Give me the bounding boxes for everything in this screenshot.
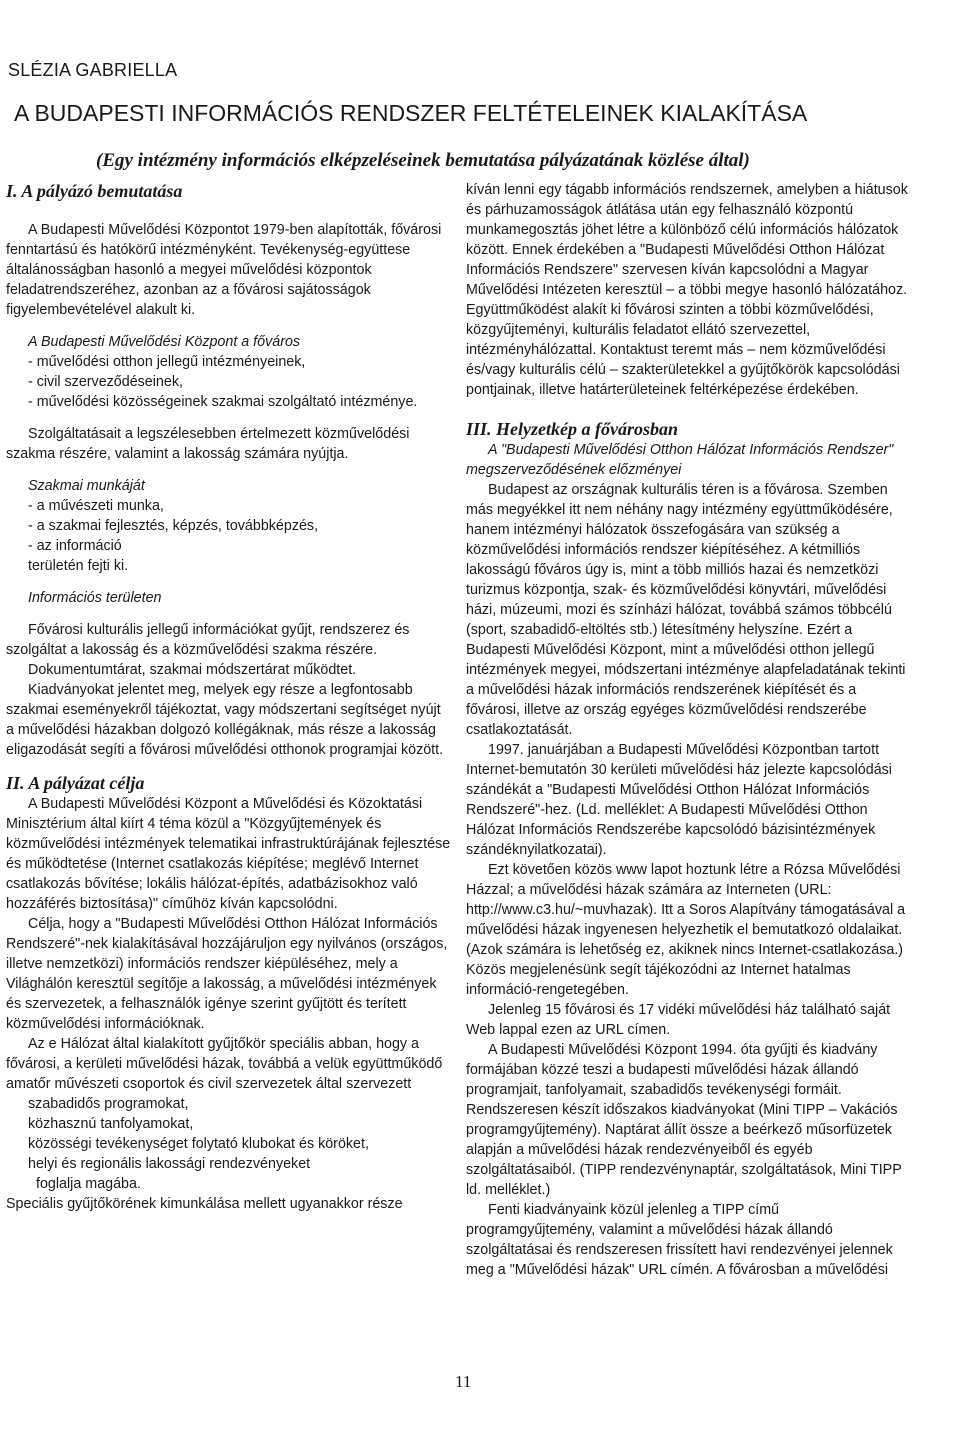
paragraph: Budapest az országnak kulturális téren is a fővárosa. Szemben más megyékkel itt nem néhány nagy intézmény együttműködésére, hanem intézményi hálózatok összefogására van szükség a közművelődési információs rendszer kiépítéséhez. A kétmilliós lakosságú főváros úgy is, mint a több milliós hazai és nemzetközi turizmus központja, szak- és közművelődési könyvtári, művelődési házi, múzeumi, mozi és színházi hálózat, továbbá számos többcélú (sport, szabadidő-eltöltés stb.) létesítmény helyszíne. Ezért a Budapesti Művelődési Központ, mint a művelődési otthon jellegű intézmények megyei, módszertani intézménye alapfeladatának tekinti a művelődési házak információs rendszerének kiépítését és a fővárosi, illetve az ország egyéges közművelődési rendszerébe csatlakoztatását. xyxy=(466,482,906,738)
paragraph: Dokumentumtárat, szakmai módszertárat működtet. xyxy=(28,662,357,678)
paragraph: A Budapesti Művelődési Központ 1994. óta gyűjti és kiadvány formájában közzé teszi a budapesti művelődési házak állandó programjait, tanfolyamait, szabadidős tevékenységi formáit. Rendszeresen készít időszakos kiadványokat (Mini TIPP – Vakációs programgyűjtemény). Naptárat állít össze a beérkező műsorfüzetek alapján a művelődési házak rendezvényeiből és egyéb szolgáltatásaiból. (TIPP rendezvénynaptár, szolgáltatások, Mini TIPP ld. melléklet.) xyxy=(466,1042,902,1198)
list-end: területén fejti ki. xyxy=(28,558,129,574)
list-intro: A Budapesti Művelődési Központ a főváros xyxy=(28,334,301,350)
list-item: - a szakmai fejlesztés, képzés, továbbképzés, xyxy=(28,518,319,534)
left-column xyxy=(6,180,452,1214)
paragraph: Speciális gyűjtőkörének kimunkálása mellett ugyanakkor része xyxy=(6,1196,403,1212)
subsection-heading: A "Budapesti Művelődési Otthon Hálózat Információs Rendszer" megszerveződésének előzményei xyxy=(466,442,894,478)
section-heading-3: III. Helyzetkép a fővárosban xyxy=(466,419,678,439)
paragraph: Fenti kiadványaink közül jelenleg a TIPP című programgyűjtemény, valamint a művelődési házak állandó szolgáltatásai és rendszeresen frissített havi rendezvényei jelennek meg a "Művelődési házak" URL címén. A fővárosban a művelődési xyxy=(466,1202,893,1278)
list-item: - az információ xyxy=(28,538,122,554)
list-item: közösségi tevékenységet folytató klubokat és köröket, xyxy=(28,1136,369,1152)
list-item: szabadidős programokat, xyxy=(28,1096,189,1112)
author-name: SLÉZIA GABRIELLA xyxy=(8,60,178,80)
article-title: A BUDAPESTI INFORMÁCIÓS RENDSZER FELTÉTELEINEK KIALAKÍTÁSA xyxy=(14,100,808,126)
paragraph: Célja, hogy a "Budapesti Művelődési Otthon Hálózat Információs Rendszeré"-nek kialakításával hozzájáruljon egy nyilvános (országos, illetve nemzetközi) információs rendszer kiépüléséhez, mely a Világhálón keresztül segítője a lakosság, a művelődési intézmények és szervezetek, a felhasználók igénye szerint gyűjtött és terített közművelődési információknak. xyxy=(6,916,448,1032)
list-item: - civil szerveződéseinek, xyxy=(28,374,183,390)
list-item: - művelődési közösségeinek szakmai szolgáltató intézménye. xyxy=(28,394,418,410)
paragraph: Jelenleg 15 fővárosi és 17 vidéki művelődési ház található saját Web lappal ezen az URL címen. xyxy=(466,1002,891,1038)
page-number: 11 xyxy=(455,1372,472,1391)
paragraph: Az e Hálózat által kialakított gyűjtőkör speciális abban, hogy a fővárosi, a kerületi művelődési házak, továbbá a velük együttműködő amatőr művészeti csoportok és civil szervezetek által szervezett xyxy=(6,1036,443,1092)
paragraph: Ezt követően közös www lapot hoztunk létre a Rózsa Művelődési Házzal; a művelődési házak számára az Interneten (URL: http://www.c3.hu/~muvhazak). Itt a Soros Alapítvány támogatásával a művelődési házak ingyenesen helyezhetik el bemutatkozó oldalaikat. (Azok számára is lehetőség ez, akiknek nincs Internet-csatlakozása.) Közös megjelenésünk segít tájékozódni az Internet hatalmas információ-rengetegében. xyxy=(466,862,906,998)
paragraph: 1997. januárjában a Budapesti Művelődési Központban tartott Internet-bemutatón 30 kerületi művelődési ház jelezte kapcsolódási szándékát a "Budapesti Művelődési Otthon Hálózat Információs Rendszeré"-hez. (Ld. melléklet: A Budapesti Művelődési Otthon Hálózat Információs Rendszerébe kapcsolódó bázisintézmények szándéknyilatkozatai). xyxy=(466,742,892,858)
list-item: - művelődési otthon jellegű intézményeinek, xyxy=(28,354,306,370)
list-item: - a művészeti munka, xyxy=(28,498,164,514)
list-item: közhasznú tanfolyamokat, xyxy=(28,1116,194,1132)
subsection-heading: Információs területen xyxy=(28,590,162,606)
paragraph: Fővárosi kulturális jellegű információkat gyűjt, rendszerez és szolgáltat a lakosság és a közművelődési szakma részére. xyxy=(6,622,410,658)
article-subtitle: (Egy intézmény információs elképzeléseinek bemutatása pályázatának közlése által) xyxy=(96,150,750,171)
paragraph: A Budapesti Művelődési Központ a Művelődési és Közoktatási Minisztérium által kiírt 4 téma közül a "Közgyűjtemények és közművelődési intézmények telematikai infrastruktúrájának fejlesztése és működtetése (Internet csatlakozás kiépítése; meglévő Internet csatlakozás bővítése; lokális hálózat-építés, adatbázisokhoz való hozzáférés biztosítása)" címűhöz kíván kapcsolódni. xyxy=(6,796,451,912)
section-heading-2: II. A pályázat célja xyxy=(6,773,145,793)
list-end: foglalja magába. xyxy=(36,1176,141,1192)
list-item: helyi és regionális lakossági rendezvényeket xyxy=(28,1156,311,1172)
paragraph: Szolgáltatásait a legszélesebben értelmezett közművelődési szakma részére, valamint a lakosság számára nyújtja. xyxy=(6,426,410,462)
paragraph: kíván lenni egy tágabb információs rendszernek, amelyben a hiátusok és párhuzamosságok átlátása után egy felhasználó központú munkamegosztás jöhet létre a különböző célú információs hálózatok között. Ennek érdekében a "Budapesti Művelődési Otthon Hálózat Információs Rendszere" szervesen kíván kapcsolódni a Magyar Művelődési Intézeten keresztül – a többi megye hasonló hálózatához. Együttműködést alakít ki fővárosi szinten a többi közművelődési, közgyűjteményi, kulturális feladatot ellátó szervezettel, intézményhálózattal. Kontaktust teremt más – nem közművelődési és/vagy kulturális célú – szakterületekkel a gyűjtőkörök kapcsolódási pontjainak, illetve határterületeinek feltérképezése érdekében. xyxy=(466,182,908,398)
paragraph: A Budapesti Művelődési Központot 1979-ben alapították, fővárosi fenntartású és hatókörű intézményként. Tevékenység-együttese általánosságban hasonló a megyei művelődési központok feladatrendszeréhez, azonban az a fővárosi sajátosságok figyelembevételével alakult ki. xyxy=(6,222,442,318)
list-intro: Szakmai munkáját xyxy=(28,478,145,494)
section-heading-1: I. A pályázó bemutatása xyxy=(6,181,183,201)
right-column xyxy=(466,180,909,1280)
paragraph: Kiadványokat jelentet meg, melyek egy része a legfontosabb szakmai eseményekről tájékoztat, vagy módszertani segítséget nyújt a művelődési házakban dolgozó kollégáknak, más része a lakosság eligazodását segíti a fővárosi művelődési otthonok programjai között. xyxy=(6,682,444,758)
